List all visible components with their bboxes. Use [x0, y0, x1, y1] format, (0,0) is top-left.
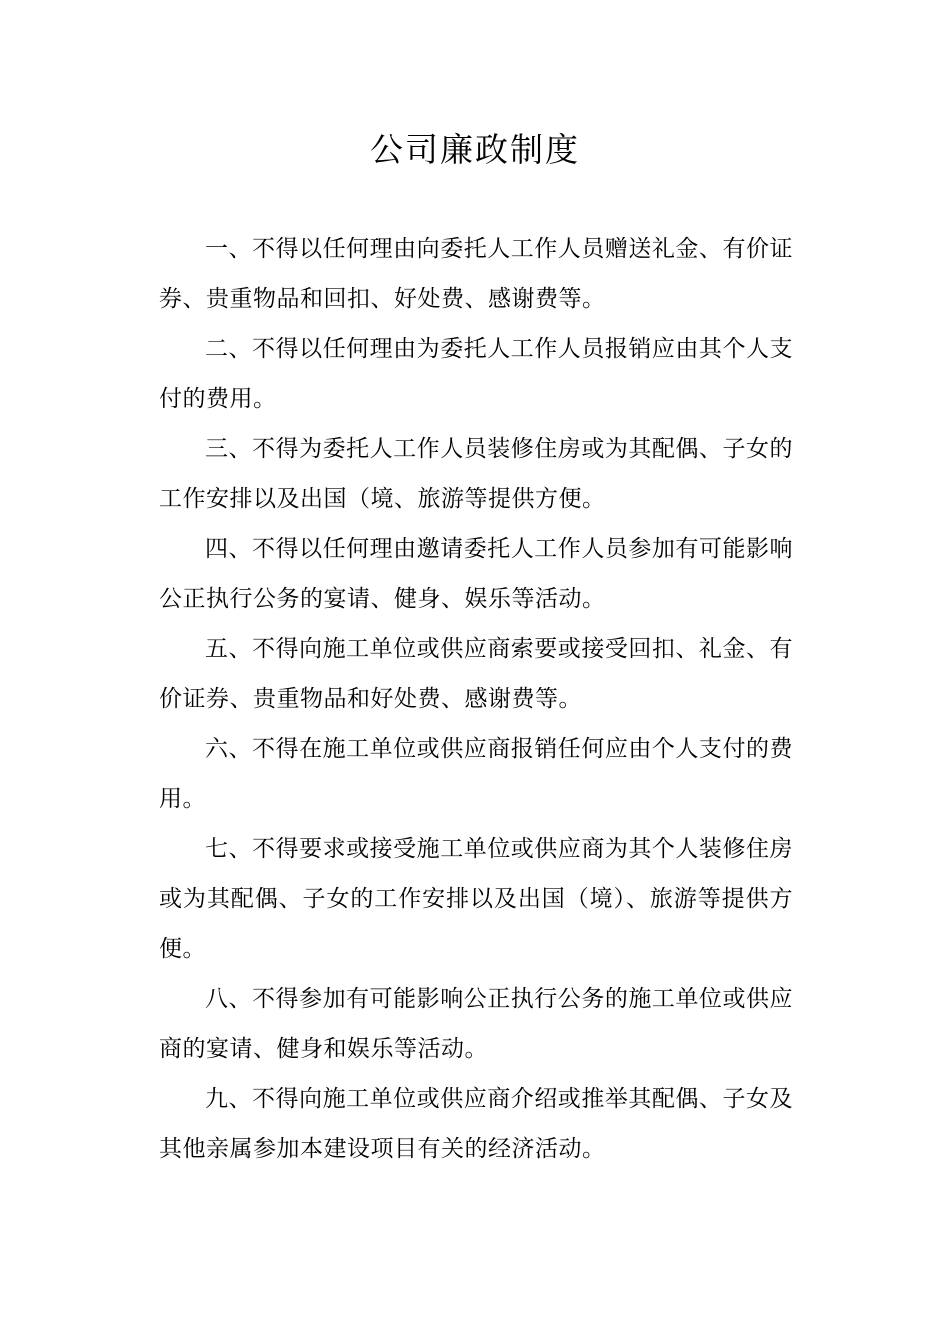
clause-1: 一、不得以任何理由向委托人工作人员赠送礼金、有价证券、贵重物品和回扣、好处费、感谢费等。	[159, 236, 793, 312]
clause-3: 三、不得为委托人工作人员装修住房或为其配偶、子女的工作安排以及出国（境、旅游等提供方便。	[159, 436, 793, 512]
clause-4: 四、不得以任何理由邀请委托人工作人员参加有可能影响公正执行公务的宴请、健身、娱乐等活动。	[159, 536, 793, 612]
clause-9: 九、不得向施工单位或供应商介绍或推举其配偶、子女及其他亲属参加本建设项目有关的经济活动。	[159, 1086, 793, 1162]
clause-6: 六、不得在施工单位或供应商报销任何应由个人支付的费用。	[159, 736, 793, 812]
clause-8: 八、不得参加有可能影响公正执行公务的施工单位或供应商的宴请、健身和娱乐等活动。	[159, 986, 793, 1062]
clause-5: 五、不得向施工单位或供应商索要或接受回扣、礼金、有价证券、贵重物品和好处费、感谢费等。	[159, 636, 793, 712]
document-body	[159, 224, 793, 1174]
clause-2: 二、不得以任何理由为委托人工作人员报销应由其个人支付的费用。	[159, 336, 793, 412]
document-title: 公司廉政制度	[370, 130, 580, 169]
clause-7: 七、不得要求或接受施工单位或供应商为其个人装修住房或为其配偶、子女的工作安排以及出国（境）、旅游等提供方便。	[159, 836, 793, 962]
